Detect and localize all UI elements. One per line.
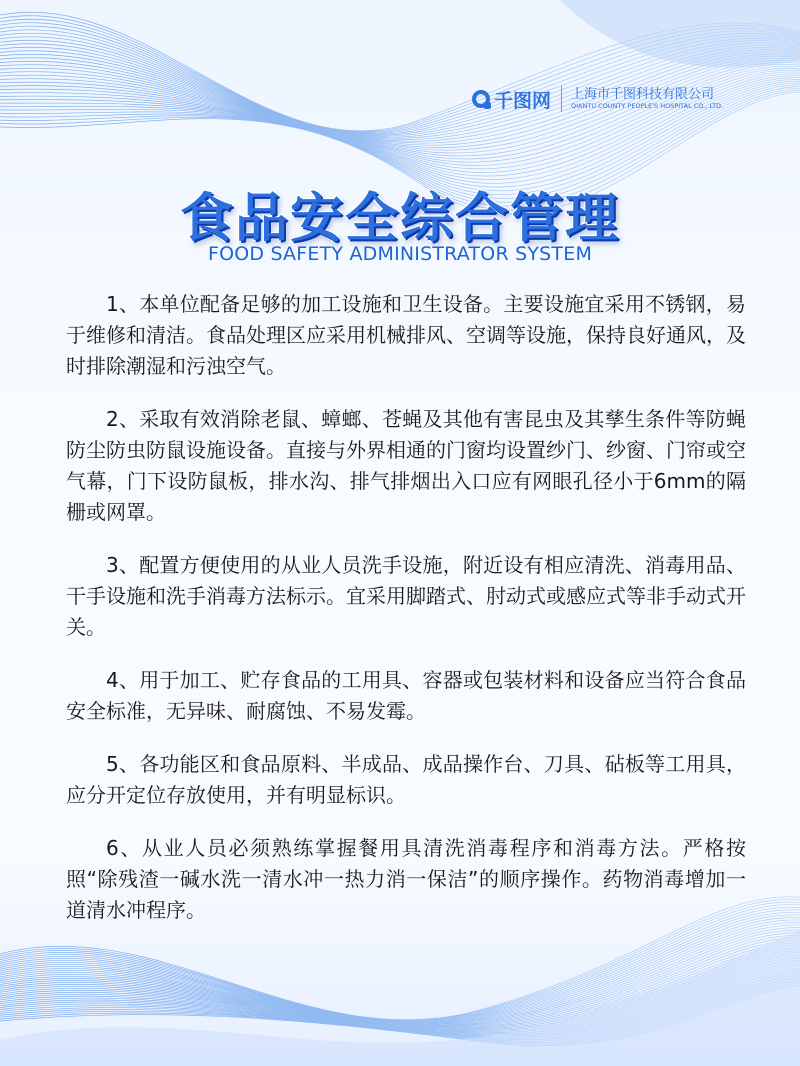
page-subtitle: FOOD SAFETY ADMINISTRATOR SYSTEM (207, 243, 593, 265)
rules-list (66, 289, 746, 948)
rule-paragraph-3: 3、配置方便使用的从业人员洗手设施，附近设有相应清洗、消毒用品、干手设施和洗手消毒方法标示。宜采用脚踏式、肘动式或感应式等非手动式开关。 (66, 553, 746, 639)
divider (561, 86, 562, 112)
company-block (571, 87, 723, 111)
rule-paragraph-2: 2、采取有效消除老鼠、蟑螂、苍蝇及其他有害昆虫及其孳生条件等防蝇防尘防虫防鼠设施设备。直接与外界相通的门窗均设置纱门、纱窗、门帘或空气幕，门下设防鼠板，排水沟、排气排烟出入口应有网眼孔径小于6mm的隔栅或网罩。 (66, 407, 746, 524)
rule-paragraph-1: 1、本单位配备足够的加工设施和卫生设备。主要设施宜采用不锈钢，易于维修和清洁。食品处理区应采用机械排风、空调等设施，保持良好通风，及时排除潮湿和污浊空气。 (66, 292, 746, 378)
top-wave-band (560, 0, 800, 68)
brand-header (472, 84, 723, 114)
company-name-en: QIANTU COUNTY PEOPLE'S HOSPITAL CO., LTD. (571, 102, 724, 110)
rule-paragraph-4: 4、用于加工、贮存食品的工用具、容器或包装材料和设备应当符合食品安全标准，无异味、耐腐蚀、不易发霉。 (66, 668, 746, 723)
logo-text: 千图网 (494, 89, 552, 112)
logo-icon (472, 90, 490, 108)
rule-paragraph-6: 6、从业人员必须熟练掌握餐用具清洗消毒程序和消毒方法。严格按照“除残渣一碱水洗一清水冲一热力消一保洁”的顺序操作。药物消毒增加一道清水冲程序。 (66, 836, 746, 922)
top-wave-line (0, 68, 800, 166)
company-name-cn: 上海市千图科技有限公司 (571, 87, 715, 102)
rule-paragraph-5: 5、各功能区和食品原料、半成品、成品操作台、刀具、砧板等工用具，应分开定位存放使用，并有明显标识。 (66, 752, 746, 807)
page-title: 食品安全综合管理 (180, 188, 620, 249)
